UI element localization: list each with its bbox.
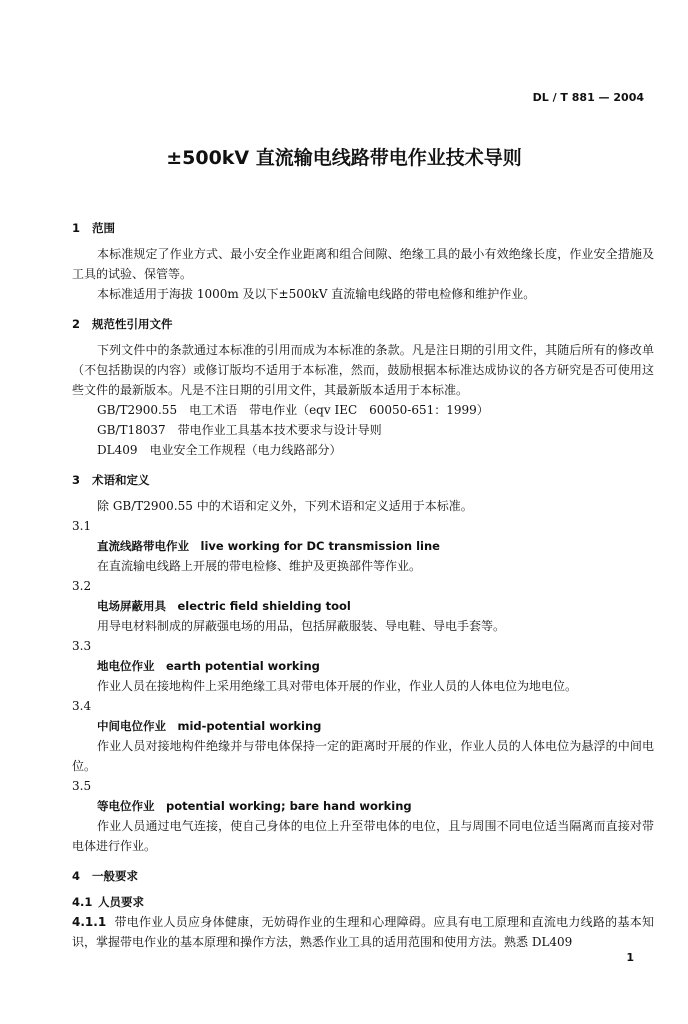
clause-4-1-1: [72, 912, 654, 952]
paragraph: 本标准适用于海拔 1000m 及以下±500kV 直流输电线路的带电检修和维护作业。: [97, 287, 536, 301]
term-name: 中间电位作业 mid-potential working: [97, 719, 322, 733]
page-number: 1: [626, 951, 634, 964]
term-definition: 作业人员通过电气连接，使自己身体的电位上升至带电体的电位，且与周围不同电位适当隔离而直接对带电体进行作业。: [72, 819, 654, 853]
term-definition: 作业人员在接地构件上采用绝缘工具对带电体开展的作业，作业人员的人体电位为地电位。: [97, 679, 578, 693]
clause-text: 带电作业人员应身体健康，无妨碍作业的生理和心理障碍。应具有电工原理和直流电力线路的基本知识，掌握带电作业的基本原理和操作方法，熟悉作业工具的适用范围和使用方法。熟悉 DL409: [72, 915, 654, 949]
section-1-heading: [72, 218, 654, 238]
paragraph: 下列文件中的条款通过本标准的引用而成为本标准的条款。凡是注日期的引用文件，其随后所有的修改单（不包括勘误的内容）或修订版均不适用于本标准，然而，鼓励根据本标准达成协议的各方研究是否可使用这些文件的最新版本。凡是不注日期的引用文件，其最新版本适用于本标准。: [72, 343, 654, 397]
section-number: 4: [72, 869, 81, 883]
term-definition: 作业人员对接地构件绝缘并与带电体保持一定的距离时开展的作业，作业人员的人体电位为悬浮的中间电位。: [72, 739, 654, 773]
term-number: 3.5: [72, 779, 92, 793]
term-number: 3.1: [72, 519, 92, 533]
subsection-title: 人员要求: [98, 895, 144, 909]
term-definition: 用导电材料制成的屏蔽强电场的用品，包括屏蔽服装、导电鞋、导电手套等。: [97, 619, 506, 633]
section-2-heading: [72, 314, 654, 334]
term-name: 地电位作业 earth potential working: [97, 659, 320, 673]
subsection-number: 4.1: [72, 895, 93, 909]
subsection-4-1-heading: [72, 892, 654, 912]
term-name: 直流线路带电作业 live working for DC transmission line: [97, 539, 440, 553]
paragraph: 本标准规定了作业方式、最小安全作业距离和组合间隙、绝缘工具的最小有效绝缘长度，作业安全措施及工具的试验、保管等。: [72, 247, 654, 281]
section-title: 范围: [92, 221, 115, 235]
term-number: 3.2: [72, 579, 92, 593]
section-title: 术语和定义: [92, 473, 150, 487]
term-number: 3.3: [72, 639, 92, 653]
section-4-heading: [72, 866, 654, 886]
section-3-heading: [72, 470, 654, 490]
section-title: 规范性引用文件: [92, 317, 173, 331]
term-name: 等电位作业 potential working; bare hand working: [97, 799, 412, 813]
clause-number: 4.1.1: [72, 915, 107, 929]
section-number: 1: [72, 221, 81, 235]
reference-item: DL409 电业安全工作规程（电力线路部分）: [97, 443, 342, 457]
term-name: 电场屏蔽用具 electric field shielding tool: [97, 599, 351, 613]
section-number: 3: [72, 473, 81, 487]
reference-item: GB/T2900.55 电工术语 带电作业（eqv IEC 60050-651：1999）: [97, 403, 489, 417]
reference-item: GB/T18037 带电作业工具基本技术要求与设计导则: [97, 423, 382, 437]
section-title: 一般要求: [92, 869, 138, 883]
document-title: ±500kV 直流输电线路带电作业技术导则: [166, 147, 522, 169]
document-body: [72, 218, 654, 952]
standard-number: DL / T 881 — 2004: [532, 91, 644, 104]
term-number: 3.4: [72, 699, 92, 713]
term-definition: 在直流输电线路上开展的带电检修、维护及更换部件等作业。: [97, 559, 422, 573]
section-number: 2: [72, 317, 81, 331]
paragraph: 除 GB/T2900.55 中的术语和定义外，下列术语和定义适用于本标准。: [97, 499, 473, 513]
